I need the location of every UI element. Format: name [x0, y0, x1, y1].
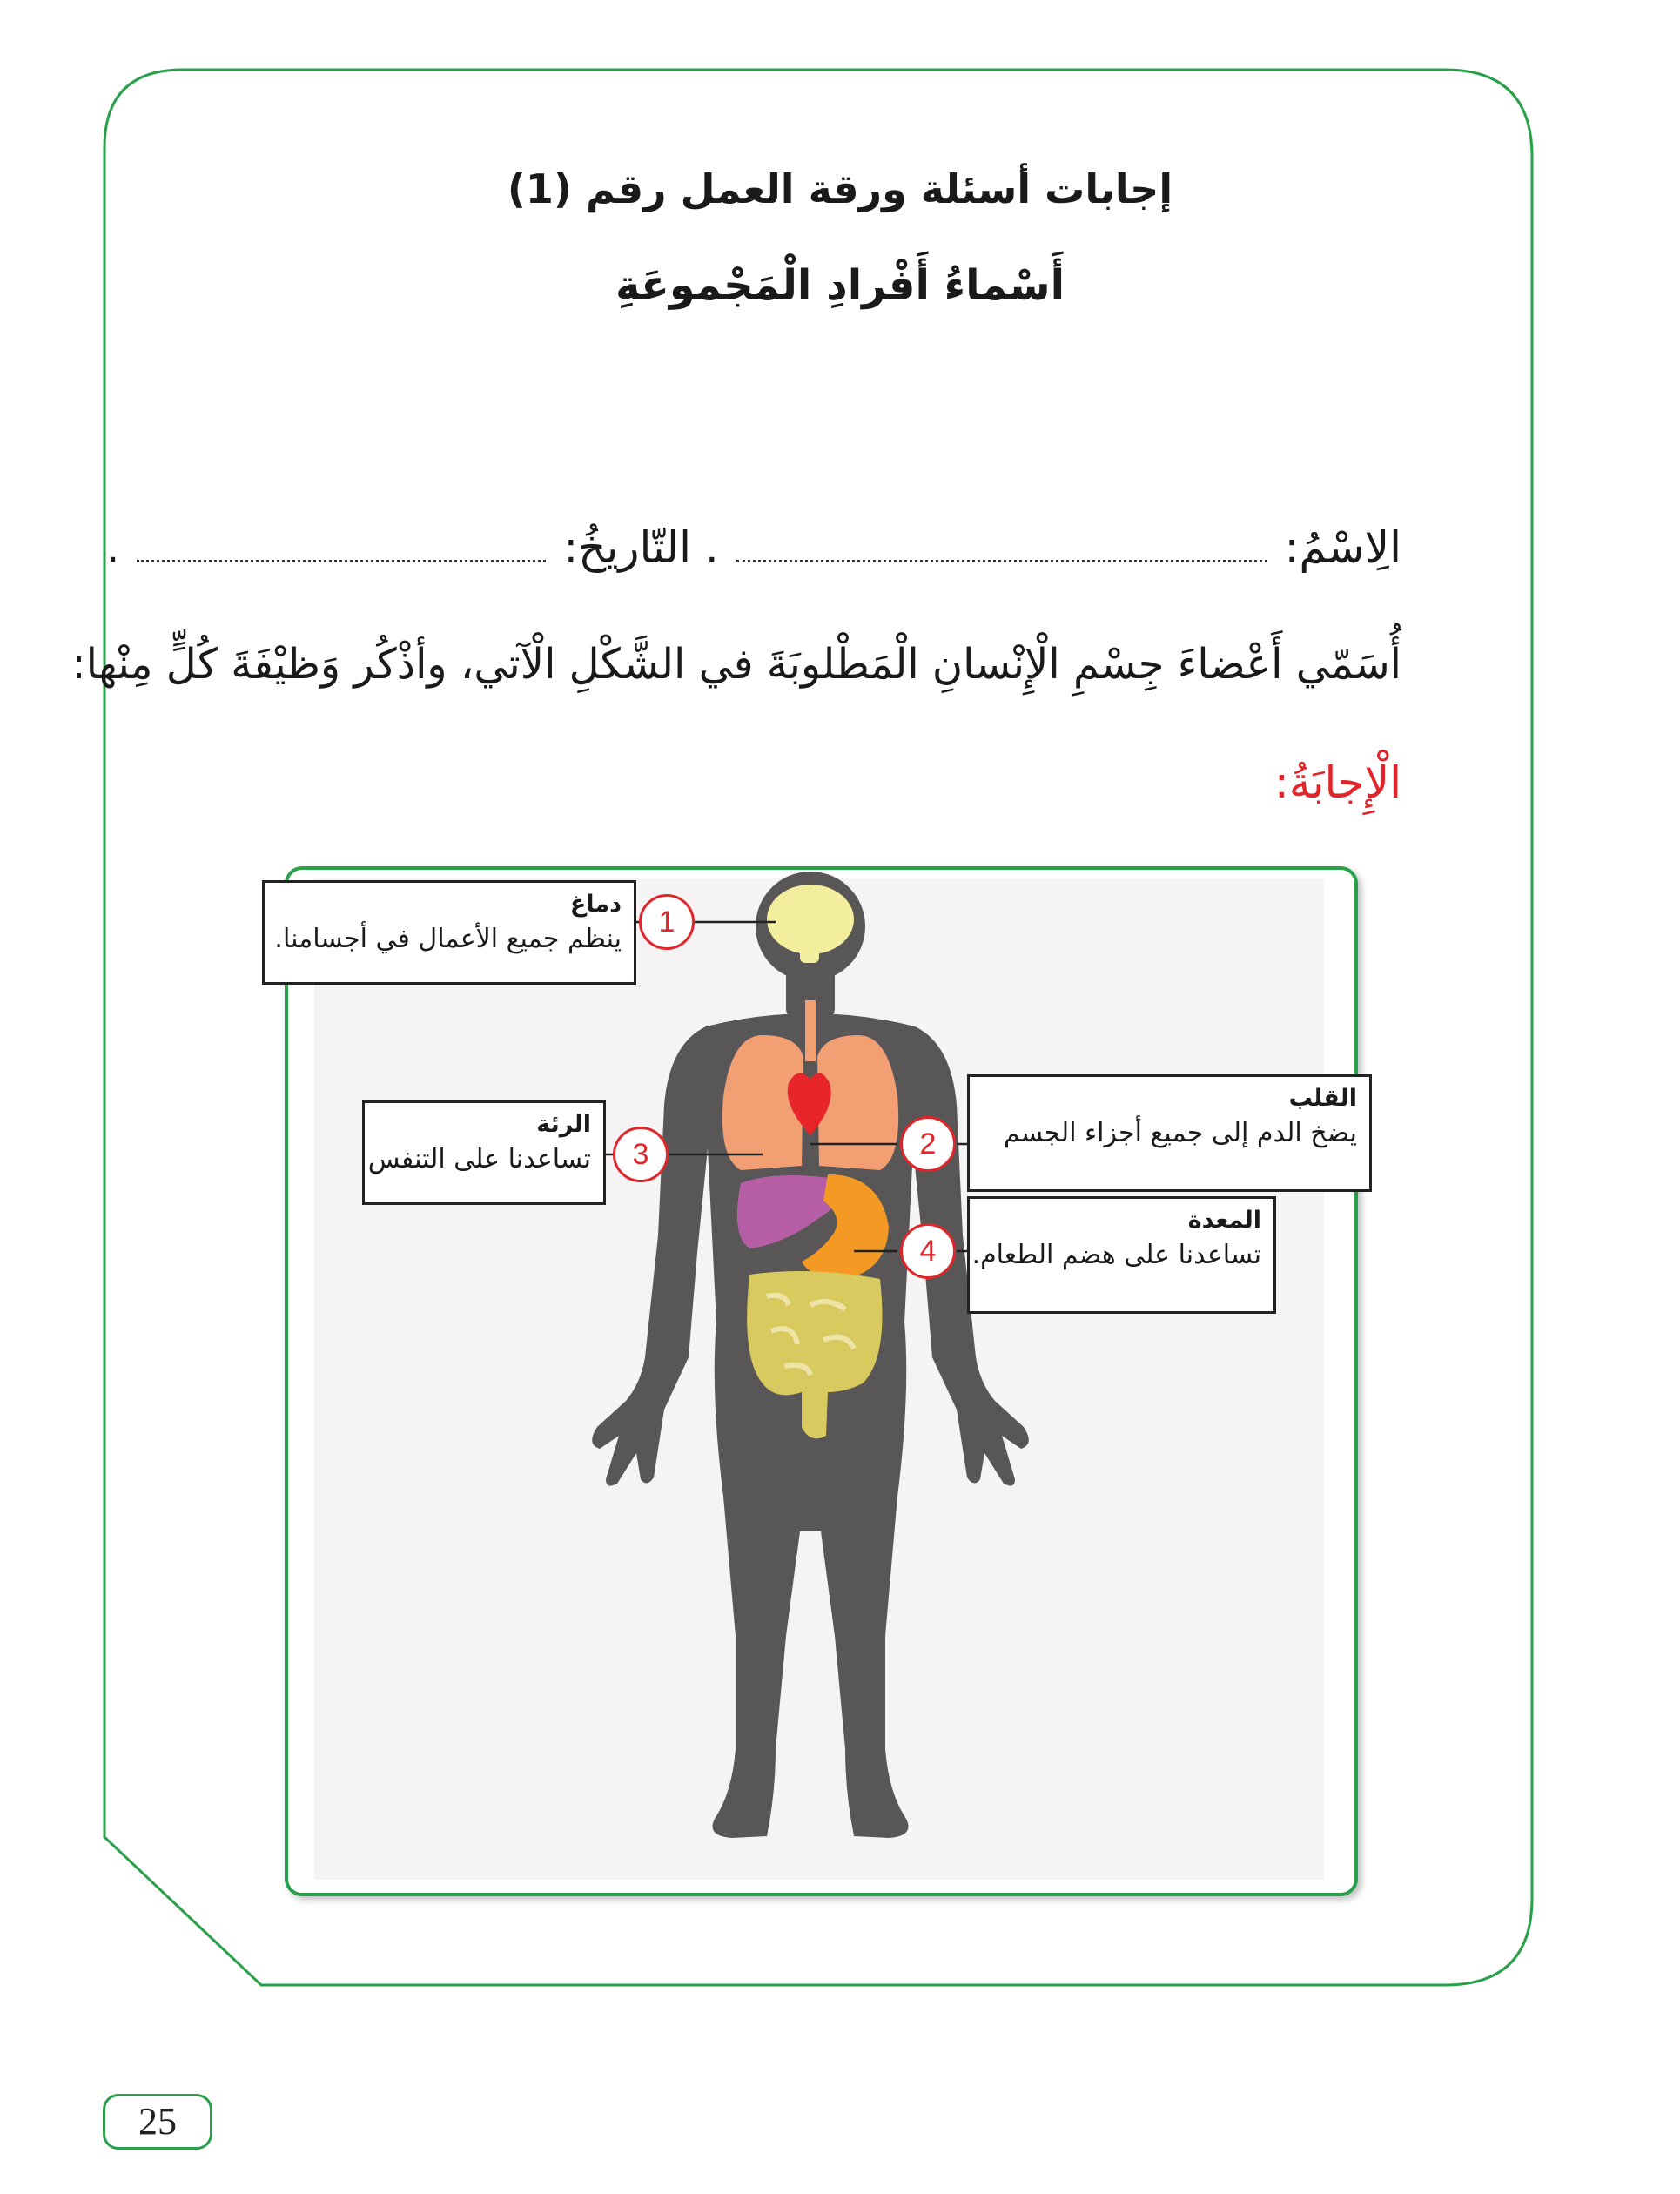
label-brain [262, 880, 636, 985]
label-lung [362, 1100, 606, 1205]
label-heart-title: القلب [1288, 1085, 1357, 1112]
answer-label: الْإِجابَةُ: [1273, 757, 1401, 808]
label-brain-title: دماغ [569, 891, 622, 918]
name-blank[interactable] [736, 548, 1267, 562]
end-dot: . [105, 522, 120, 573]
page-title: إجابات أسئلة ورقة العمل رقم (1) [507, 165, 1173, 212]
badge-2: 2 [900, 1116, 956, 1172]
label-lung-description: تساعدنا على التنفس [367, 1144, 591, 1174]
date-blank[interactable] [137, 548, 546, 562]
group-members-heading: أَسْماءُ أَفْرادِ الْمَجْموعَةِ [615, 261, 1065, 310]
badge-3: 3 [613, 1127, 669, 1182]
label-heart [967, 1074, 1372, 1192]
name-date-row [106, 522, 1401, 573]
body-organs-figure [274, 866, 1358, 1896]
page-number: 25 [103, 2094, 212, 2150]
name-label: الِاسْمُ: [1284, 522, 1401, 573]
human-body-illustration [288, 870, 1354, 1893]
question-instruction: أُسَمّي أَعْضاءَ جِسْمِ الْإِنْسانِ الْمَطْلوبَةَ في الشَّكْلِ الْآتي، وأذْكُر وَظيْفَةَ كُلٍّ مِنْها: [71, 640, 1401, 689]
badge-1: 1 [639, 894, 695, 950]
label-brain-description: ينظم جميع الأعمال في أجسامنا. [274, 924, 622, 954]
badge-4: 4 [900, 1223, 956, 1279]
label-stomach-description: تساعدنا على هضم الطعام. [971, 1240, 1261, 1270]
date-label: . التّاريخُ: [563, 522, 719, 573]
label-lung-title: الرئة [536, 1111, 591, 1138]
label-stomach-title: المعدة [1187, 1207, 1261, 1234]
label-heart-description: يضخ الدم إلى جميع أجزاء الجسم [1003, 1118, 1357, 1148]
label-stomach [967, 1196, 1276, 1314]
